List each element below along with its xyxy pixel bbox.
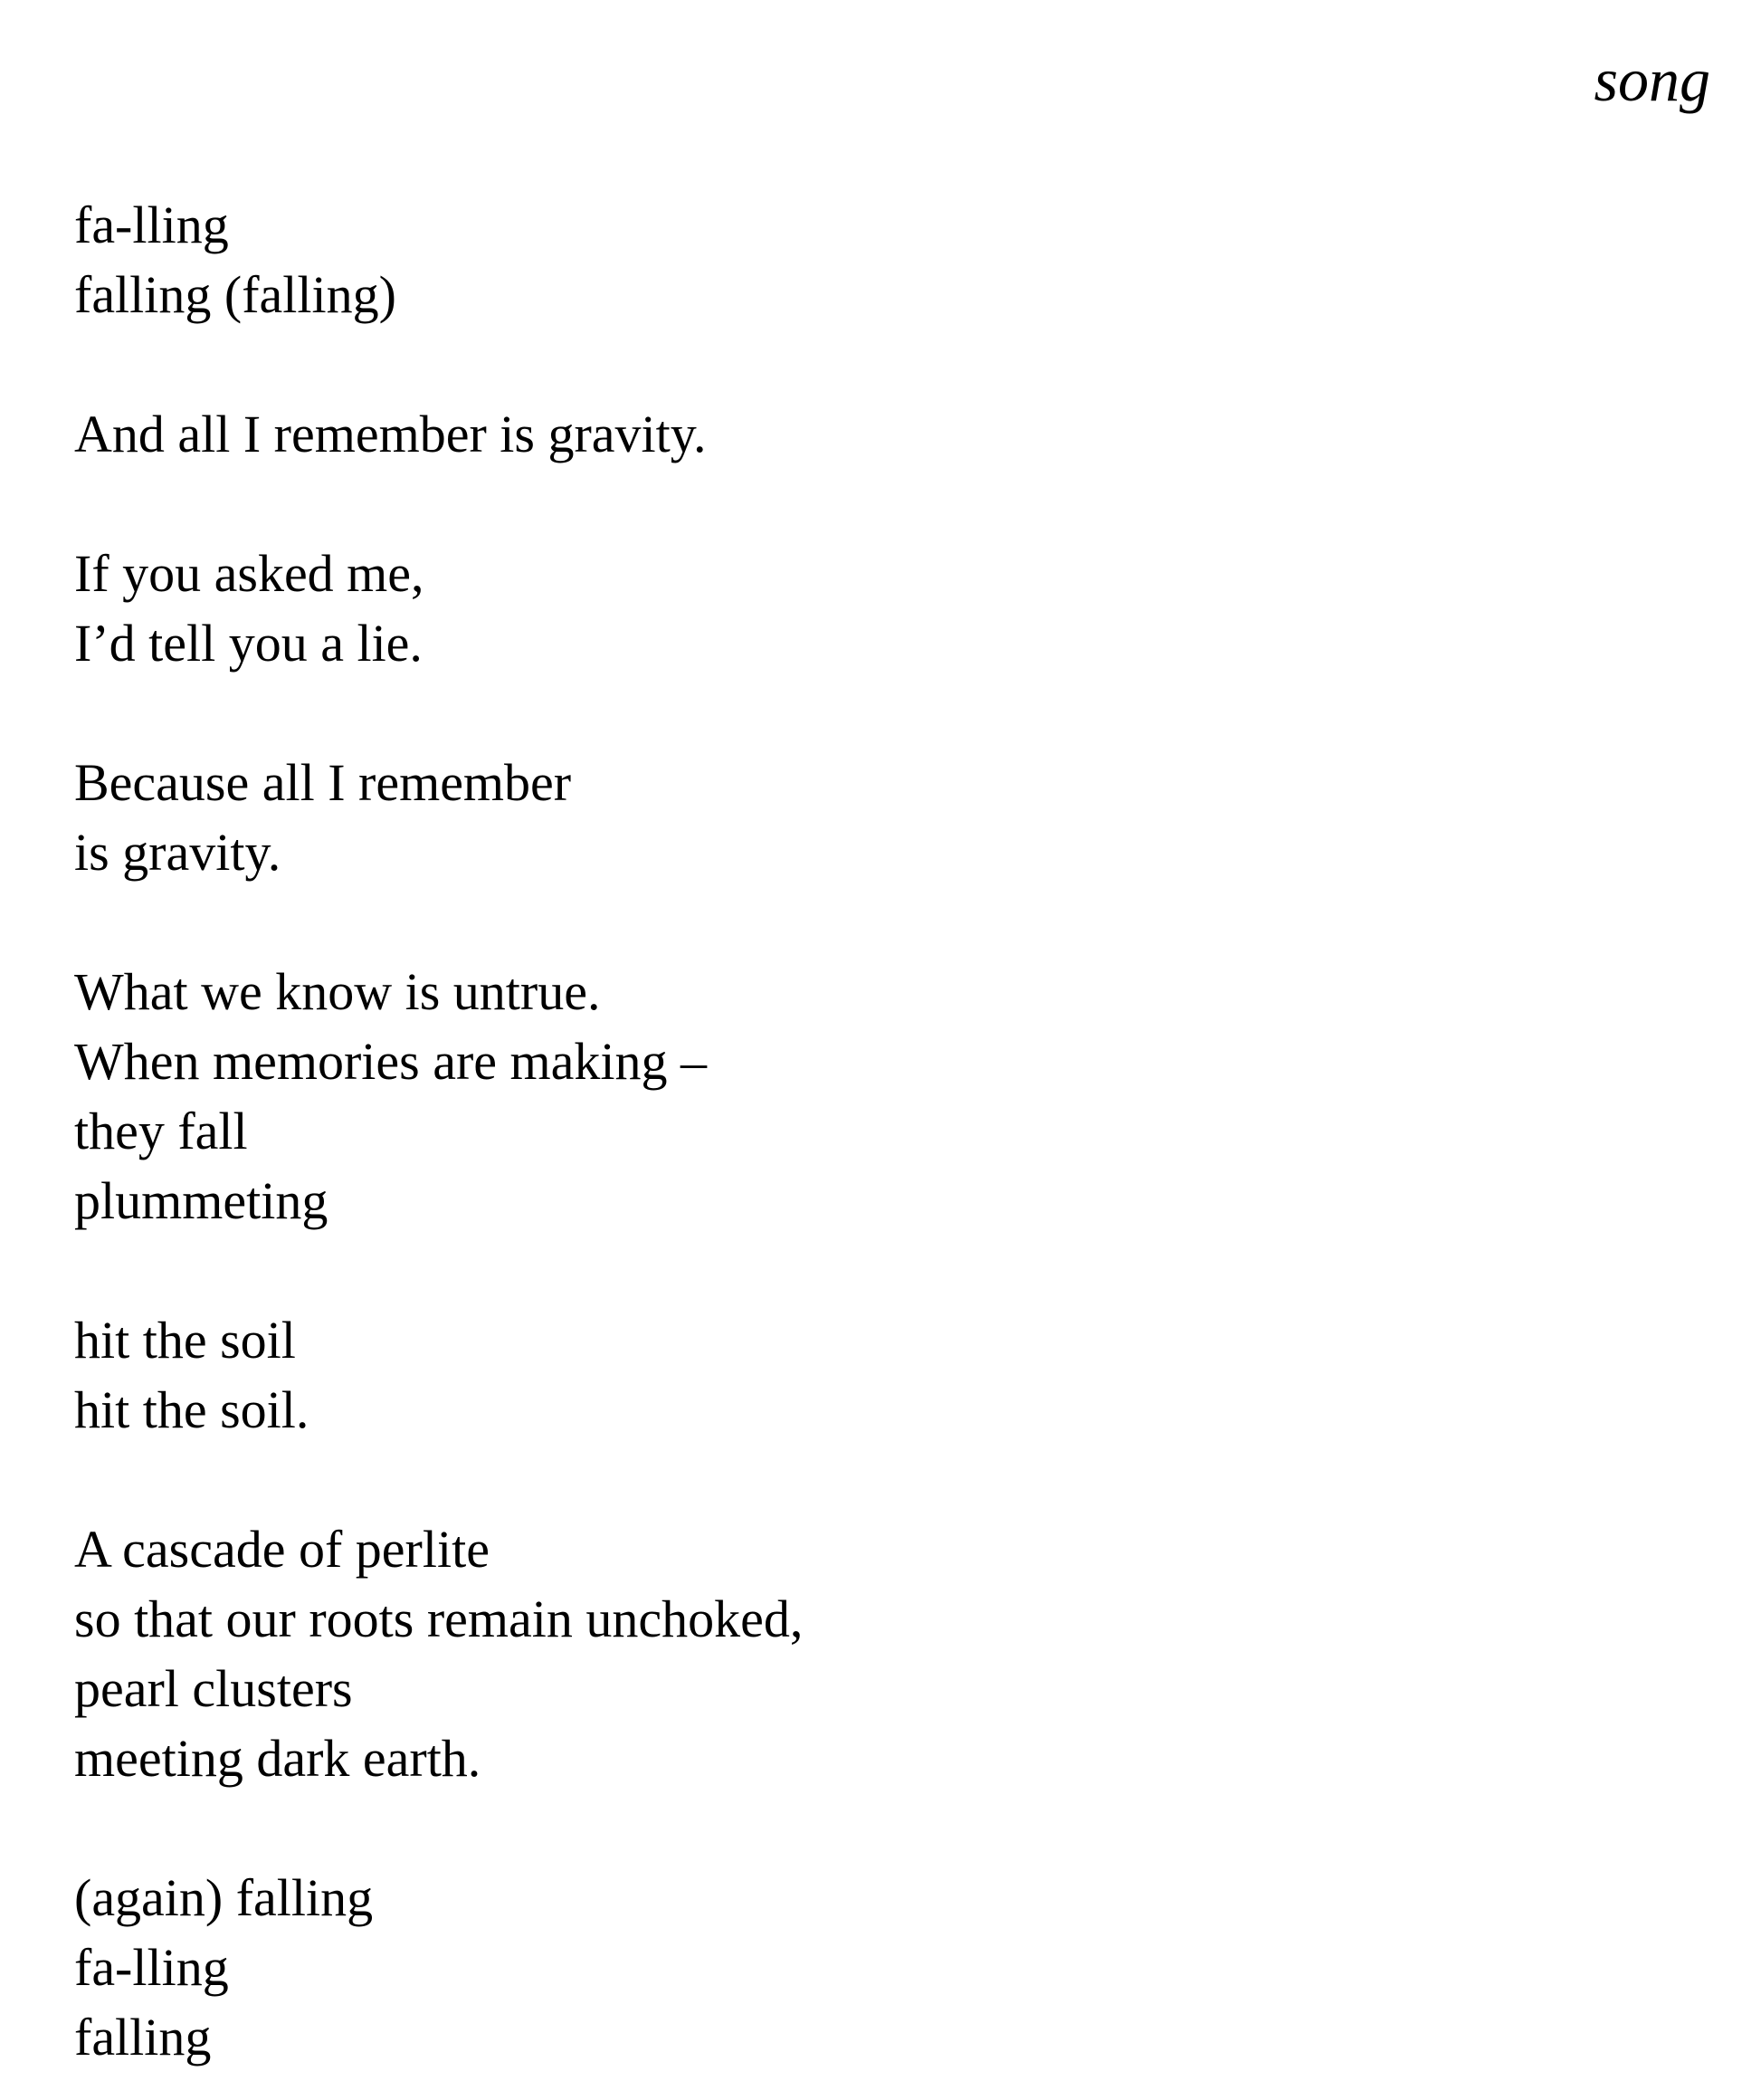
stanza (74, 957, 1703, 1236)
poem-line: I’d tell you a lie. (74, 614, 423, 673)
poem-line: A cascade of perlite (74, 1520, 490, 1579)
poem-line: If you asked me, (74, 544, 424, 603)
poem-body (74, 190, 1703, 2072)
poem-line: And all I remember is gravity. (74, 405, 707, 463)
poem-line: Because all I remember (74, 753, 572, 812)
poem-line: pearl clusters (74, 1659, 353, 1718)
poem-line: (again) falling (74, 1868, 374, 1927)
stanza (74, 1863, 1703, 2072)
page-title: song (1594, 45, 1710, 114)
stanza (74, 539, 1703, 678)
stanza (74, 399, 1703, 469)
poem-line: falling (falling) (74, 265, 396, 324)
poem-line: When memories are making – (74, 1032, 707, 1091)
poem-line: plummeting (74, 1171, 328, 1230)
poem-line: fa-lling (74, 196, 229, 254)
poem-line: is gravity. (74, 823, 281, 882)
stanza (74, 1514, 1703, 1793)
poem-line: meeting dark earth. (74, 1729, 481, 1788)
stanza (74, 748, 1703, 887)
poem-line: falling (74, 2008, 212, 2067)
poem-line: they fall (74, 1102, 248, 1160)
poem-line: hit the soil (74, 1311, 296, 1370)
poem-line: so that our roots remain unchoked, (74, 1589, 804, 1648)
stanza (74, 1305, 1703, 1445)
stanza (74, 190, 1703, 329)
poem-line: fa-lling (74, 1938, 229, 1997)
poem-line: hit the soil. (74, 1380, 309, 1439)
poem-line: What we know is untrue. (74, 962, 601, 1021)
